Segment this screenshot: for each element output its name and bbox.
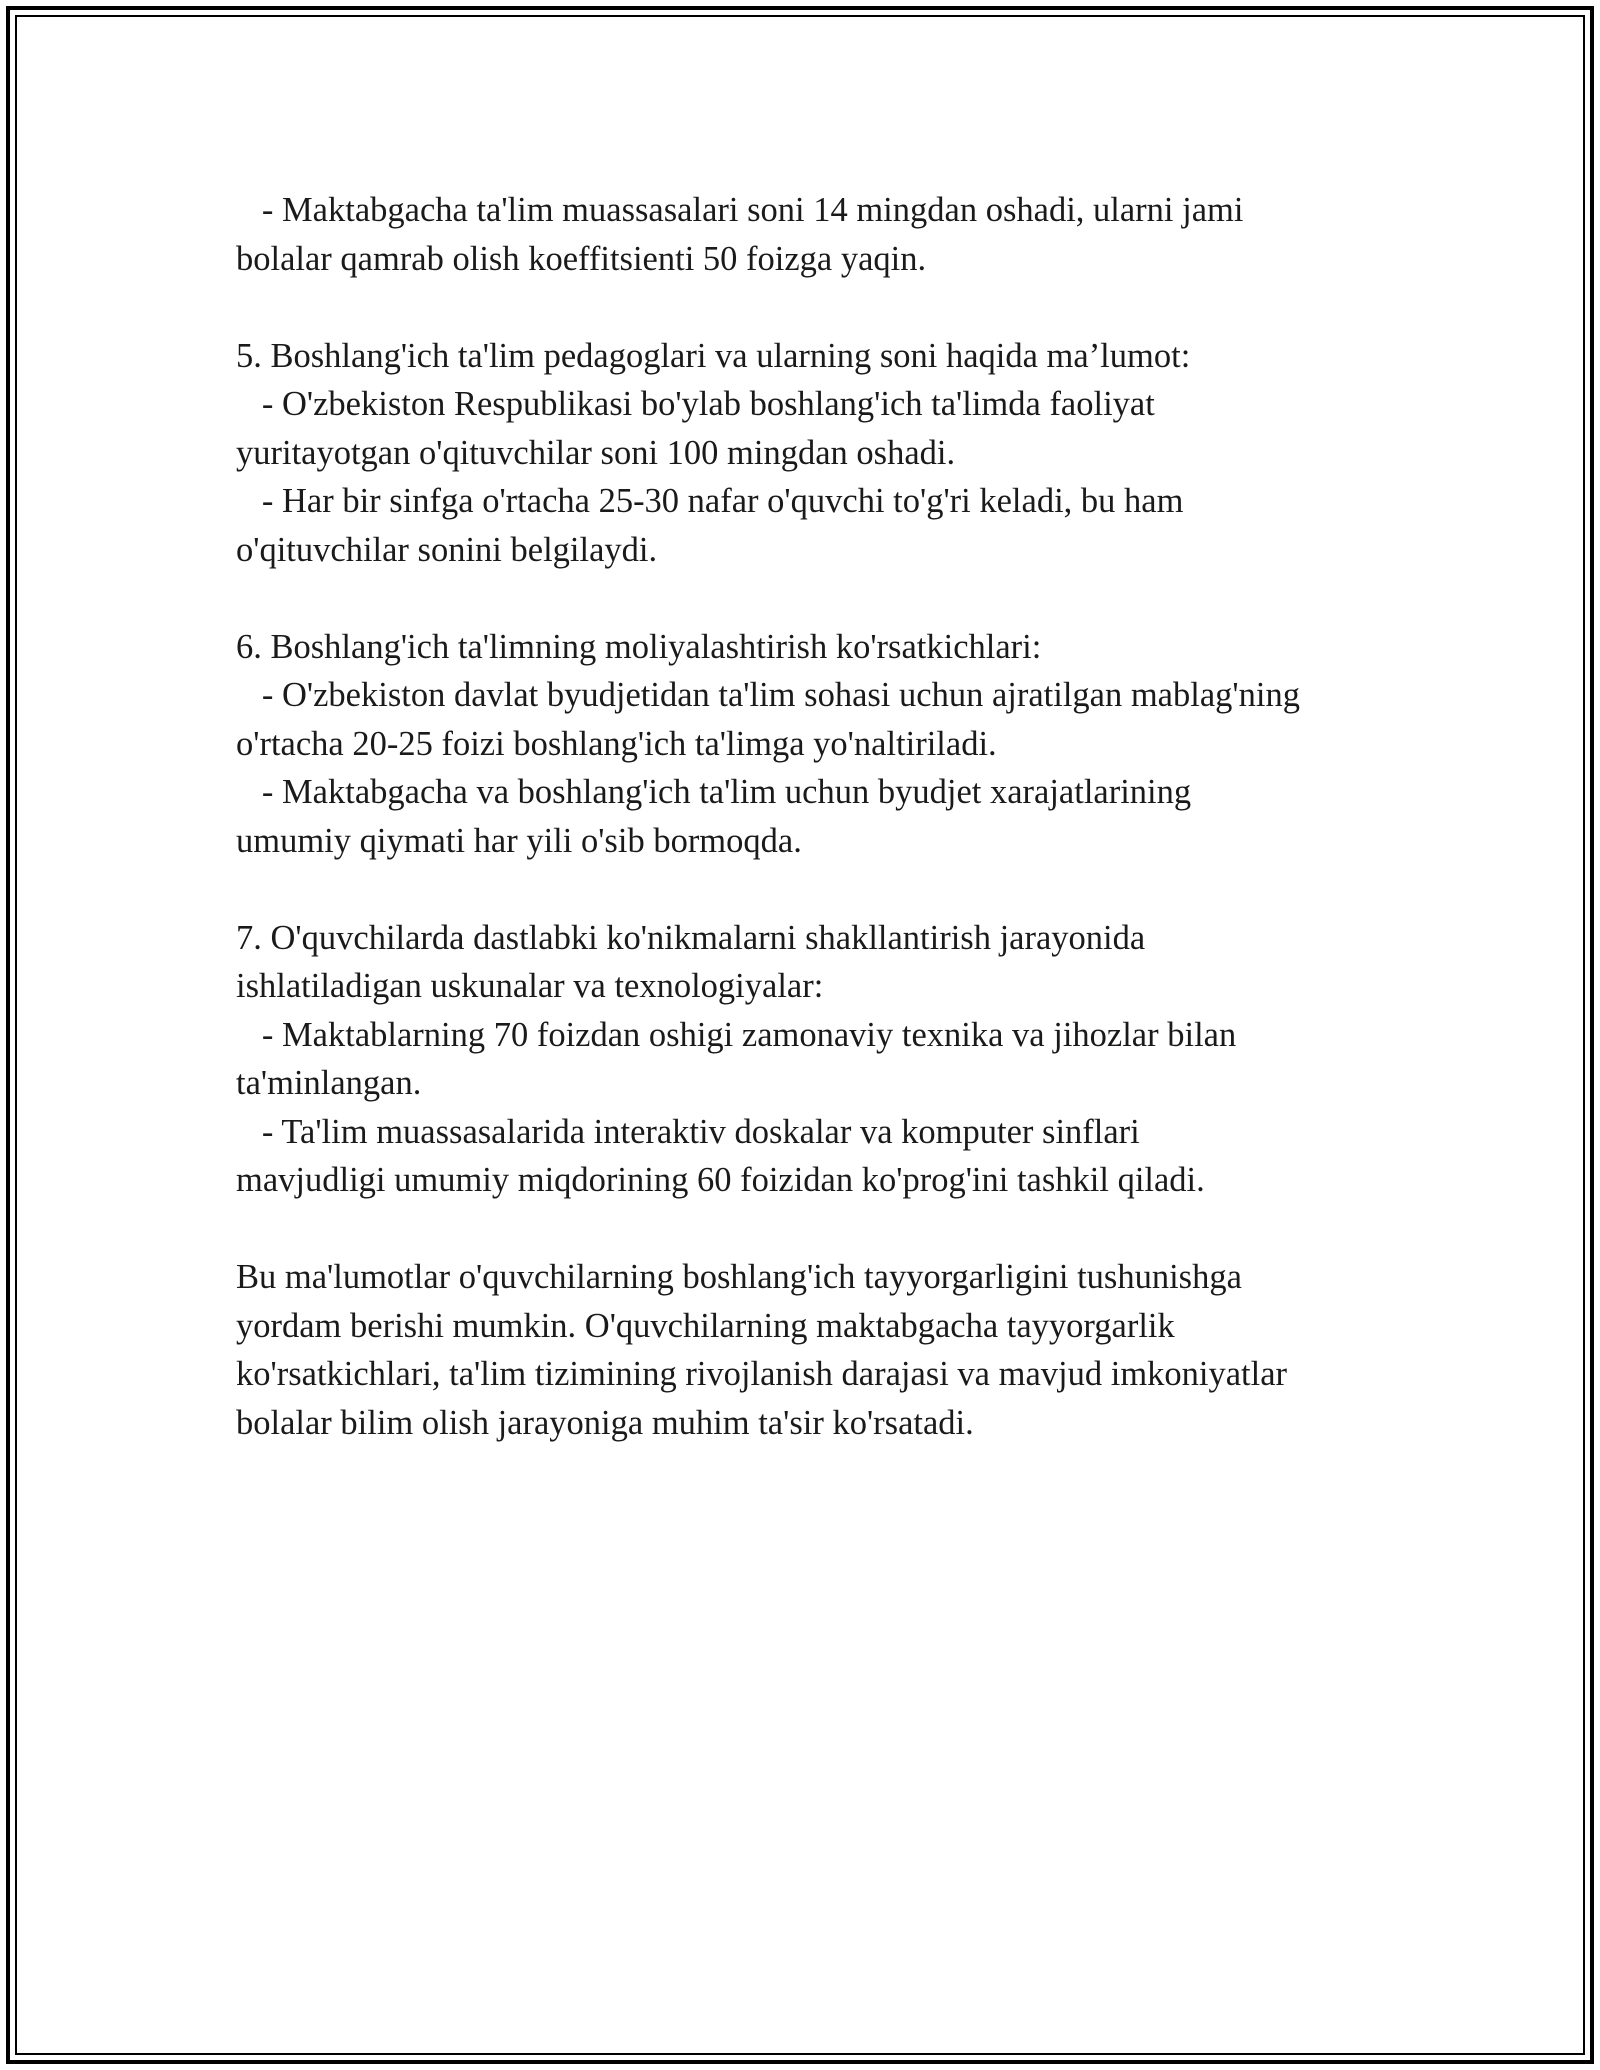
- text-line: ko'rsatkichlari, ta'lim tizimining rivojlanish darajasi va mavjud imkoniyatlar: [236, 1355, 1288, 1393]
- text-line: - Ta'lim muassasalarida interaktiv doskalar va komputer sinflari: [236, 1112, 1140, 1151]
- paragraph-spacer: [236, 1205, 1406, 1254]
- section-5-pedagogues: [236, 332, 1406, 575]
- paragraph-spacer: [236, 574, 1406, 623]
- text-line: bolalar qamrab olish koeffitsienti 50 foizga yaqin.: [236, 239, 927, 278]
- text-line: - Maktabgacha va boshlang'ich ta'lim uchun byudjet xarajatlarining: [236, 773, 1192, 811]
- paragraph-spacer: [236, 283, 1406, 332]
- section-heading: ishlatiladigan uskunalar va texnologiyalar:: [236, 967, 824, 1005]
- text-line: o'rtacha 20-25 foizi boshlang'ich ta'limga yo'naltiriladi.: [236, 724, 997, 763]
- text-line: - O'zbekiston davlat byudjetidan ta'lim sohasi uchun ajratilgan mablag'ning: [236, 676, 1300, 714]
- text-line: mavjudligi umumiy miqdorining 60 foizidan ko'prog'ini tashkil qiladi.: [236, 1161, 1205, 1199]
- document-body: [236, 186, 1406, 1447]
- text-line: - O'zbekiston Respublikasi bo'ylab boshlang'ich ta'limda faoliyat: [236, 385, 1155, 423]
- text-line: Bu ma'lumotlar o'quvchilarning boshlang'ich tayyorgarligini tushunishga: [236, 1258, 1242, 1296]
- text-line: - Har bir sinfga o'rtacha 25-30 nafar o'quvchi to'g'ri keladi, bu ham: [236, 482, 1184, 520]
- section-7-equipment: [236, 914, 1406, 1205]
- paragraph-preschool-coverage: [236, 186, 1406, 283]
- section-heading: 5. Boshlang'ich ta'lim pedagoglari va ularning soni haqida ma’lumot:: [236, 336, 1191, 375]
- text-line: yuritayotgan o'qituvchilar soni 100 mingdan oshadi.: [236, 433, 956, 472]
- section-heading: 6. Boshlang'ich ta'limning moliyalashtirish ko'rsatkichlari:: [236, 627, 1042, 666]
- paragraph-conclusion: [236, 1253, 1406, 1447]
- text-line: o'qituvchilar sonini belgilaydi.: [236, 530, 658, 569]
- section-6-financing: [236, 623, 1406, 866]
- text-line: umumiy qiymati har yili o'sib bormoqda.: [236, 821, 802, 860]
- text-line: ta'minlangan.: [236, 1064, 422, 1102]
- section-heading: 7. O'quvchilarda dastlabki ko'nikmalarni shakllantirish jarayonida: [236, 918, 1146, 957]
- text-line: - Maktabgacha ta'lim muassasalari soni 14 mingdan oshadi, ularni jami: [236, 191, 1244, 229]
- text-line: - Maktablarning 70 foizdan oshigi zamonaviy texnika va jihozlar bilan: [236, 1015, 1237, 1054]
- text-line: yordam berishi mumkin. O'quvchilarning maktabgacha tayyorgarlik: [236, 1306, 1175, 1345]
- text-line: bolalar bilim olish jarayoniga muhim ta'sir ko'rsatadi.: [236, 1403, 974, 1442]
- paragraph-spacer: [236, 865, 1406, 914]
